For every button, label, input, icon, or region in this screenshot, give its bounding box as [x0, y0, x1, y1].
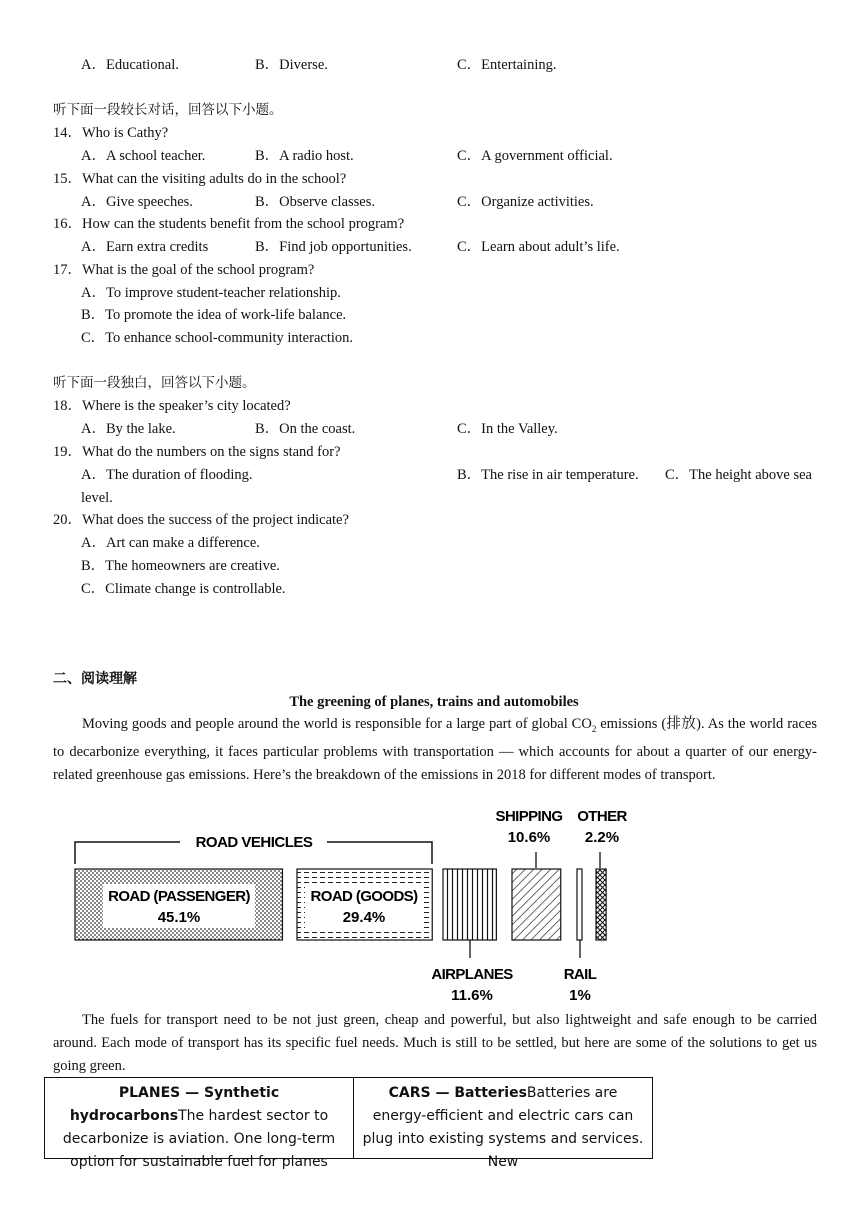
q14-stem: 14．Who is Cathy?: [53, 125, 169, 141]
fuel-solutions-table: [44, 1077, 653, 1170]
article-title: The greening of planes, trains and automobiles: [289, 694, 579, 710]
q16-stem: 16．How can the students benefit from the school program?: [53, 216, 405, 232]
q15-option-b: B．Observe classes.: [255, 194, 376, 210]
bar-airplanes: [443, 869, 496, 940]
q19-option-a: A．The duration of flooding.: [81, 467, 253, 483]
q16-option-c: C．Learn about adult’s life.: [457, 239, 620, 255]
q19-stem: 19．What do the numbers on the signs stand for?: [53, 444, 341, 460]
q18-option-b: B．On the coast.: [255, 421, 356, 437]
q17-option-c: C．To enhance school-community interaction.: [81, 330, 353, 346]
section-title: 二、阅读理解: [53, 671, 137, 687]
q13-option-b: B．Diverse.: [255, 57, 328, 73]
q14-option-c: C．A government official.: [457, 148, 613, 164]
q15-stem: 15．What can the visiting adults do in the school?: [53, 171, 347, 187]
bar-shipping: [512, 869, 561, 940]
bar-rail: [577, 869, 582, 940]
planes-text: The hardest sector to decarbonize is aviation. One long-term option for sustainable fuel for planes: [62, 1108, 336, 1170]
q19-option-c: C．The height above sea: [665, 467, 812, 483]
label-rail-category: RAIL: [563, 966, 597, 983]
q13-option-c: C．Entertaining.: [457, 57, 557, 73]
label-rail-value: 1%: [569, 987, 591, 1004]
q20-option-b: B．The homeowners are creative.: [81, 558, 280, 574]
road-vehicles-label: ROAD VEHICLES: [195, 834, 313, 851]
label-road-goods-category: ROAD (GOODS): [310, 888, 418, 905]
label-airplanes-value: 11.6%: [451, 987, 493, 1004]
q16-option-b: B．Find job opportunities.: [255, 239, 412, 255]
cars-cell: [354, 1078, 652, 1170]
emissions-chart: [0, 800, 868, 1020]
q20-option-c: C．Climate change is controllable.: [81, 581, 286, 597]
label-shipping-value: 10.6%: [507, 829, 551, 846]
q20-option-a: A．Art can make a difference.: [81, 535, 260, 551]
label-other-value: 2.2%: [584, 829, 620, 846]
label-airplanes-category: AIRPLANES: [431, 966, 513, 983]
q18-stem: 18．Where is the speaker’s city located?: [53, 398, 291, 414]
label-shipping-category: SHIPPING: [495, 808, 563, 825]
q17-stem: 17．What is the goal of the school program?: [53, 262, 315, 278]
label-road-passenger-value: 45.1%: [157, 909, 201, 926]
planes-heading: PLANES — Synthetic hydrocarbons: [69, 1085, 280, 1124]
label-road-passenger-category: ROAD (PASSENGER): [108, 888, 250, 905]
article-paragraph-1: Moving goods and people around the world is responsible for a large part of global $CO_2$ emissions (排放). As the world races to decarbonize everything, it faces particular problems with transportation — which accounts for about a quarter of our energy-related greenhouse gas emissions. Here’s the breakdown of the emissions in 2018 for different modes of transport.: [53, 716, 817, 783]
label-other-category: OTHER: [577, 808, 627, 825]
q18-option-a: A．By the lake.: [81, 421, 176, 437]
q17-option-a: A．To improve student-teacher relationship.: [81, 285, 341, 301]
q17-option-b: B．To promote the idea of work-life balance.: [81, 307, 347, 323]
q19-option-c-continued: level.: [81, 490, 113, 506]
q18-option-c: C．In the Valley.: [457, 421, 558, 437]
q19-option-b: B．The rise in air temperature.: [457, 467, 639, 483]
q14-option-b: B．A radio host.: [255, 148, 354, 164]
cars-heading: CARS — Batteries: [388, 1085, 527, 1101]
q13-option-a: A．Educational.: [81, 57, 179, 73]
planes-cell: [45, 1078, 354, 1170]
article-paragraph-2: The fuels for transport need to be not just green, cheap and powerful, but also lightweight and safe enough to be carried around. Each mode of transport has its specific fuel needs. Much is still to be settled, but here are some of the solutions to get us going green.: [53, 1012, 817, 1074]
q20-stem: 20．What does the success of the project indicate?: [53, 512, 349, 528]
label-road-goods-value: 29.4%: [342, 909, 386, 926]
q15-option-a: A．Give speeches.: [81, 194, 193, 210]
q15-option-c: C．Organize activities.: [457, 194, 594, 210]
bar-other: [596, 869, 606, 940]
q16-option-a: A．Earn extra credits: [81, 239, 209, 255]
cars-text: Batteries are energy-efficient and electric cars can plug into existing systems and services. New: [362, 1085, 644, 1170]
dialogue-instruction: 听下面一段较长对话，回答以下小题。: [53, 102, 283, 118]
monologue-instruction: 听下面一段独白，回答以下小题。: [53, 375, 256, 391]
q14-option-a: A．A school teacher.: [81, 148, 206, 164]
